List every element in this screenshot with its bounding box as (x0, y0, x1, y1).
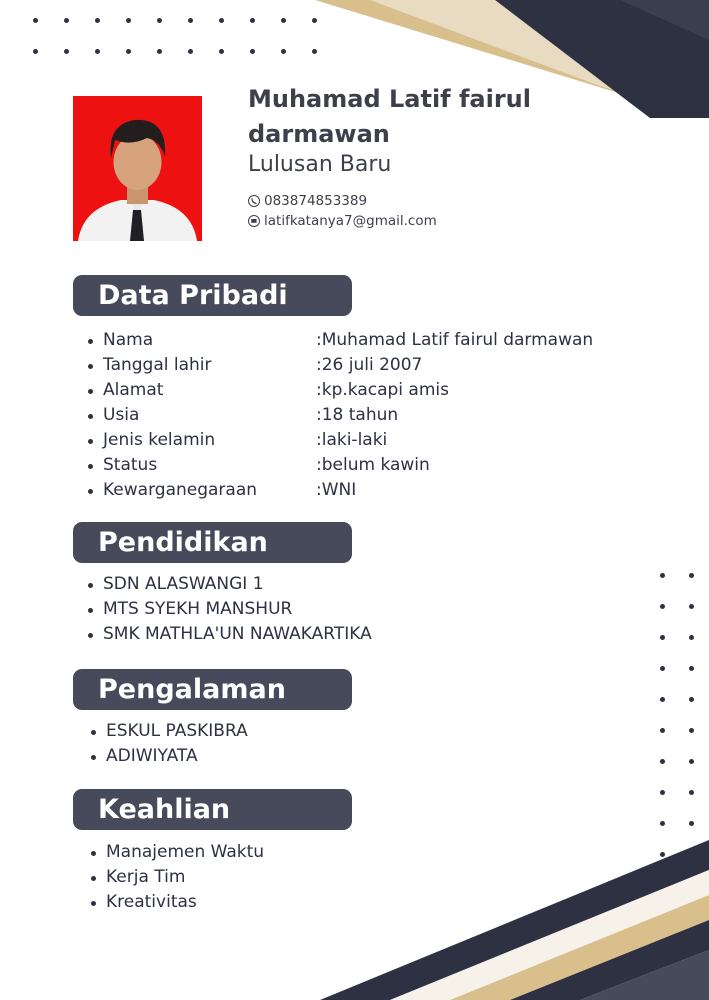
list-item: ADIWIYATA (106, 744, 248, 769)
list-item: Tanggal lahir :26 juli 2007 (103, 353, 593, 378)
section-header-skills: Keahlian (73, 789, 352, 830)
section-header-education: Pendidikan (73, 522, 352, 563)
phone-icon (248, 195, 260, 207)
list-item: MTS SYEKH MANSHUR (103, 597, 372, 622)
email-icon (248, 215, 260, 227)
list-item: Kerja Tim (106, 865, 264, 890)
list-item: Manajemen Waktu (106, 840, 264, 865)
section-header-personal: Data Pribadi (73, 275, 352, 316)
list-item: Kewarganegaraan :WNI (103, 478, 593, 503)
experience-list (106, 719, 248, 769)
section-header-experience: Pengalaman (73, 669, 352, 710)
list-item: ESKUL PASKIBRA (106, 719, 248, 744)
email-contact (248, 213, 437, 229)
skills-list (106, 840, 264, 915)
personal-data-list (103, 328, 593, 503)
list-item: SMK MATHLA'UN NAWAKARTIKA (103, 622, 372, 647)
profile-name: Muhamad Latif fairul darmawan (248, 85, 531, 148)
list-item: Status :belum kawin (103, 453, 593, 478)
phone-number: 083874853389 (264, 193, 368, 209)
list-item: Jenis kelamin :laki-laki (103, 428, 593, 453)
list-item: SDN ALASWANGI 1 (103, 572, 372, 597)
profile-role: Lulusan Baru (248, 152, 392, 177)
phone-contact (248, 193, 367, 209)
email-address: latifkatanya7@gmail.com (264, 213, 437, 229)
list-item: Alamat :kp.kacapi amis (103, 378, 593, 403)
list-item: Usia :18 tahun (103, 403, 593, 428)
list-item: Kreativitas (106, 890, 264, 915)
profile-photo (73, 96, 202, 241)
list-item: Nama :Muhamad Latif fairul darmawan (103, 328, 593, 353)
education-list (103, 572, 372, 647)
